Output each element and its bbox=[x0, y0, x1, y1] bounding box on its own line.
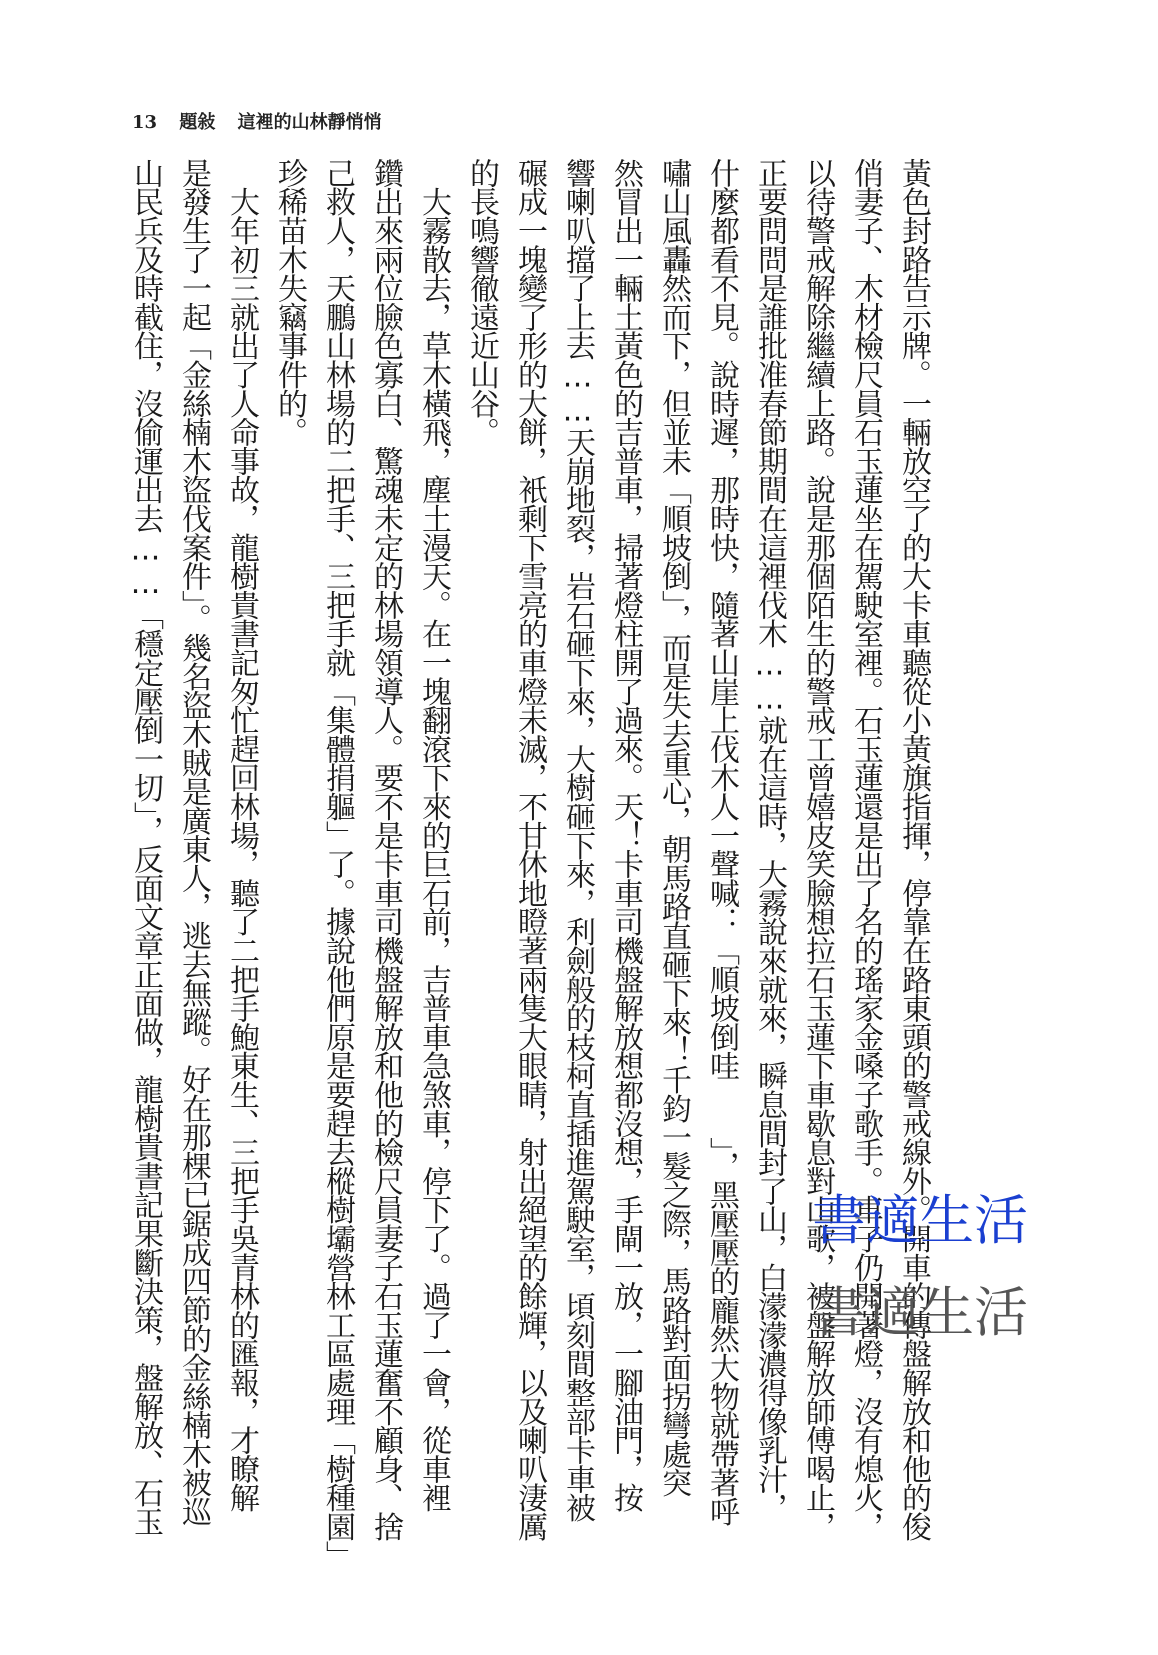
chapter-title: 這裡的山林靜悄悄 bbox=[237, 112, 382, 133]
text-column: 黃色封路告示牌。一輛放空了的大卡車聽從小黃旗指揮，停靠在路東頭的警戒線外。開車的傳盤解放和他的俊 bbox=[896, 158, 931, 1541]
text-column: 鑽出來兩位臉色寡白、驚魂未定的林場領導人。要不是卡車司機盤解放和他的檢尺員妻子石玉蓮奮不顧身、捨 bbox=[368, 158, 403, 1541]
text-column: 然冒出一輛土黃色的吉普車，掃著燈柱開了過來。天！卡車司機盤解放想都沒想，手閘一放，一腳油門，按 bbox=[608, 158, 643, 1512]
running-header bbox=[132, 108, 398, 134]
text-column: 正要問問是誰批准春節期間在這裡伐木……就在這時，大霧說來就來，瞬息間封了山，白濛濛濃得像乳汁， bbox=[752, 158, 787, 1522]
text-column: 碾成一塊變了形的大餅，衹剩下雪亮的車燈未滅，不甘休地瞪著兩隻大眼睛，射出絕望的餘輝，以及喇叭淒厲 bbox=[512, 158, 547, 1541]
text-column: 己救人，天鵬山林場的二把手、三把手就「集體捐軀」了。據說他們原是要趕去樅樹壩營林工區處理「樹種園」 bbox=[320, 158, 355, 1570]
text-column: 響喇叭擋了上去……天崩地裂，岩石砸下來，大樹砸下來，利劍般的枝柯直插進駕駛室，頃刻間整部卡車被 bbox=[560, 158, 595, 1522]
vertical-text-body bbox=[128, 158, 931, 1570]
page-number: 13 bbox=[132, 112, 158, 133]
text-column: 俏妻子、木材檢尺員石玉蓮坐在駕駛室裡。石玉蓮還是出了名的瑤家金嗓子歌手。車子仍開著燈，沒有熄火， bbox=[848, 158, 883, 1541]
section-label: 題敍 bbox=[179, 112, 216, 133]
text-column: 嘯山風轟然而下，但並未「順坡倒」，而是失去重心，朝馬路直砸下來！千鈞一髮之際，馬路對面拐彎處突 bbox=[656, 158, 691, 1497]
text-column: 珍稀苗木失竊事件的。 bbox=[272, 158, 307, 447]
text-column: 大年初三就出了人命事故，龍樹貴書記匆忙趕回林場，聽了二把手鮑東生、三把手吳青林的匯報，才瞭解 bbox=[224, 158, 259, 1512]
text-column: 大霧散去，草木橫飛，塵土漫天。在一塊翻滾下來的巨石前，吉普車急煞車，停下了。過了一會，從車裡 bbox=[416, 158, 451, 1512]
text-column: 什麼都看不見。說時遲，那時快，隨著山崖上伐木人一聲喊：「順坡倒哇 」，黑壓壓的龐然大物就帶著呼 bbox=[704, 158, 739, 1526]
text-column: 是發生了一起「金絲楠木盜伐案件」。幾名盜木賊是廣東人，逃去無蹤。好在那棵已鋸成四節的金絲楠木被巡 bbox=[176, 158, 211, 1526]
text-column: 的長鳴響徹遠近山谷。 bbox=[464, 158, 499, 447]
text-column: 山民兵及時截住，沒偷運出去……「穩定壓倒一切」，反面文章正面做，龍樹貴書記果斷決策，盤解放、石玉 bbox=[128, 158, 163, 1536]
watermark-secondary: 書適生活 bbox=[812, 1281, 1028, 1344]
watermark-primary: 書適生活 bbox=[812, 1189, 1028, 1252]
text-column: 以待警戒解除繼續上路。說是那個陌生的警戒工曾嬉皮笑臉想拉石玉蓮下車歇息對山歌，被盤解放師傅喝止， bbox=[800, 158, 835, 1541]
